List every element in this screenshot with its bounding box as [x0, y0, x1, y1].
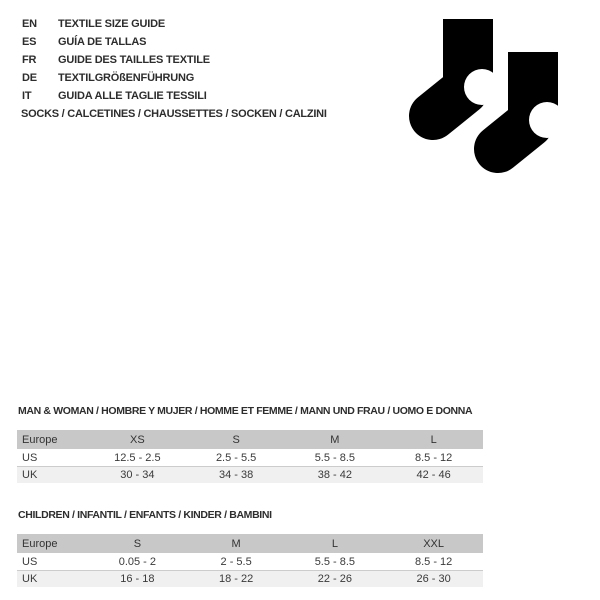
size-cell: 12.5 - 2.5 [114, 451, 161, 464]
row-label: UK [22, 469, 38, 481]
sock-left-icon [433, 19, 500, 116]
table-row-uk [17, 571, 483, 587]
column-header-size: S [232, 433, 240, 446]
size-cell: 38 - 42 [317, 469, 352, 481]
size-cell: 18 - 22 [219, 573, 254, 585]
row-label: US [22, 555, 38, 568]
language-label: GUIDA ALLE TAGLIE TESSILI [58, 90, 207, 102]
category-title: SOCKS / CALCETINES / CHAUSSETTES / SOCKEN / CALZINI [21, 108, 327, 120]
size-cell: 22 - 26 [317, 573, 352, 585]
size-cell: 0.05 - 2 [118, 555, 157, 568]
size-cell: 5.5 - 8.5 [314, 555, 356, 568]
column-header-size: L [430, 433, 437, 446]
size-cell: 34 - 38 [219, 469, 254, 481]
size-cell: 5.5 - 8.5 [314, 451, 356, 464]
language-label: TEXTILE SIZE GUIDE [58, 18, 166, 30]
table-title: MAN & WOMAN / HOMBRE Y MUJER / HOMME ET FEMME / MANN UND FRAU / UOMO E DONNA [18, 405, 473, 417]
row-label: US [22, 451, 38, 464]
table-header-row [17, 430, 483, 449]
children-size-table [17, 508, 483, 587]
language-code: DE [22, 72, 37, 84]
language-label: GUÍA DE TALLAS [58, 36, 147, 48]
language-code: FR [22, 54, 37, 66]
row-label: UK [22, 573, 38, 585]
table-header-row [17, 534, 483, 553]
size-cell: 16 - 18 [120, 573, 155, 585]
size-cell: 30 - 34 [120, 469, 155, 481]
language-label: GUIDE DES TAILLES TEXTILE [58, 54, 210, 66]
column-header-size: M [231, 537, 241, 550]
language-row-fr [22, 51, 210, 69]
size-cell: 2.5 - 5.5 [215, 451, 257, 464]
column-header-size: S [133, 537, 142, 550]
language-code: EN [22, 18, 37, 30]
column-header-size: L [331, 537, 338, 550]
table-title: CHILDREN / INFANTIL / ENFANTS / KINDER / BAMBINI [18, 509, 272, 521]
size-cell: 42 - 46 [416, 469, 451, 481]
language-code: IT [22, 90, 32, 102]
socks-icon [400, 10, 590, 190]
column-header-size: XXL [423, 537, 445, 550]
adult-size-table [17, 404, 483, 483]
language-row-de [22, 69, 210, 87]
table-row-us [17, 449, 483, 467]
table-row-uk [17, 467, 483, 483]
column-header-region: Europe [22, 433, 58, 446]
column-header-size: XS [130, 433, 145, 446]
size-cell: 2 - 5.5 [220, 555, 252, 568]
language-row-it [22, 87, 210, 105]
size-cell: 8.5 - 12 [414, 555, 453, 568]
table-row-us [17, 553, 483, 571]
language-label: TEXTILGRÖßENFÜHRUNG [58, 72, 195, 84]
language-row-en [22, 15, 210, 33]
sock-right-icon [498, 52, 565, 149]
language-row-es [22, 33, 210, 51]
size-cell: 8.5 - 12 [414, 451, 453, 464]
column-header-region: Europe [22, 537, 58, 550]
language-code: ES [22, 36, 37, 48]
size-cell: 26 - 30 [416, 573, 451, 585]
column-header-size: M [330, 433, 340, 446]
language-list [22, 15, 210, 105]
